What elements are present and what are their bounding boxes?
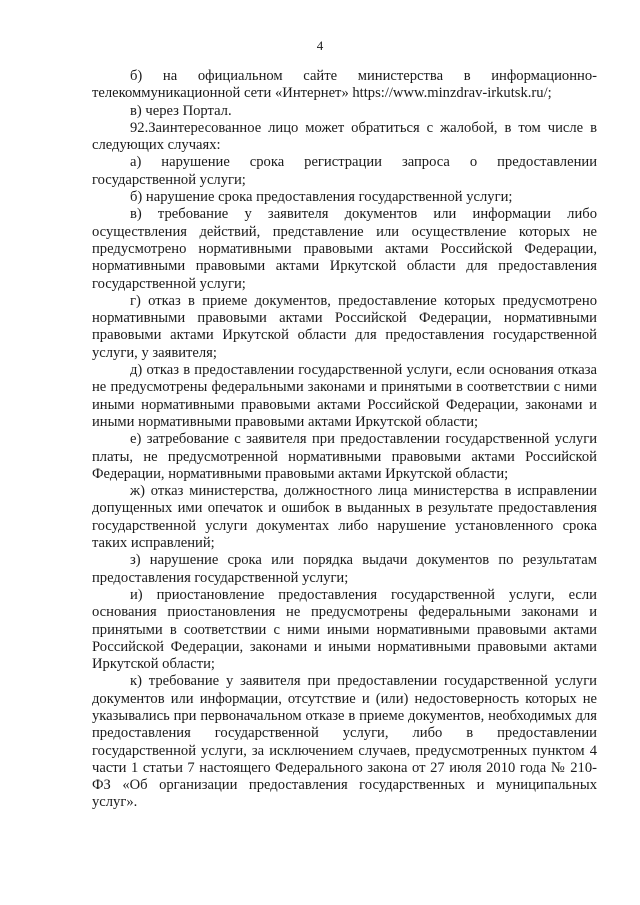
paragraph-item-a: а) нарушение срока регистрации запроса о предоставлении государственной услуги;: [92, 154, 597, 188]
page-number: 4: [316, 38, 324, 53]
paragraph-item-b: б) нарушение срока предоставления государственной услуги;: [130, 189, 513, 206]
paragraph-item-k: к) требование у заявителя при предоставлении государственной услуги документов или информации, отсутствие и (или) недостоверность которых не указывались при первоначальном отказе в приеме документов, необходимых для предоставления государственной услуги, либо в предоставлении государственной услуги, за исключением случаев, предусмотренных пунктом 4 части 1 статьи 7 настоящего Федерального закона от 27 июля 2010 года № 210-ФЗ «Об организации предоставления государственных и муниципальных услуг».: [92, 673, 597, 811]
paragraph-item-zh: ж) отказ министерства, должностного лица министерства в исправлении допущенных ими опечаток и ошибок в выданных в результате предоставления государственной услуги документах либо нарушение установленного срока таких исправлений;: [92, 483, 597, 552]
paragraph-item-b-website: б) на официальном сайте министерства в информационно-телекоммуникационной сети «Интернет» https://www.minzdrav-irkutsk.ru/;: [92, 68, 597, 102]
paragraph-item-z: з) нарушение срока или порядка выдачи документов по результатам предоставления государственной услуги;: [92, 552, 597, 586]
paragraph-item-v-portal: в) через Портал.: [130, 102, 232, 119]
paragraph-item-v: в) требование у заявителя документов или информации либо осуществления действий, представление или осуществление которых не предусмотрено нормативными правовыми актами Российской Федерации, нормативными правовыми актами Иркутской области для предоставления государственной услуги;: [92, 206, 597, 292]
paragraph-item-i: и) приостановление предоставления государственной услуги, если основания приостановления не предусмотрены федеральными законами и принятыми в соответствии с ними иными нормативными правовыми актами Российской Федерации, законами и иными нормативными правовыми актами Иркутской области;: [92, 586, 597, 673]
paragraph-item-g: г) отказ в приеме документов, предоставление которых предусмотрено нормативными правовыми актами Российской Федерации, нормативными правовыми актами Иркутской области для предоставления государственной услуги, у заявителя;: [92, 292, 597, 361]
document-body: [92, 68, 597, 812]
paragraph-item-e: е) затребование с заявителя при предоставлении государственной услуги платы, не предусмотренной нормативными правовыми актами Российской Федерации, нормативными правовыми актами Иркутской области;: [92, 431, 597, 482]
paragraph-92-complaint-cases: 92.Заинтересованное лицо может обратиться с жалобой, в том числе в следующих случаях:: [92, 119, 597, 154]
paragraph-item-d: д) отказ в предоставлении государственной услуги, если основания отказа не предусмотрены федеральными законами и принятыми в соответствии с ними иными нормативными правовыми актами Российской Федерации, законами и иными нормативными правовыми актами Иркутской области;: [92, 362, 597, 430]
